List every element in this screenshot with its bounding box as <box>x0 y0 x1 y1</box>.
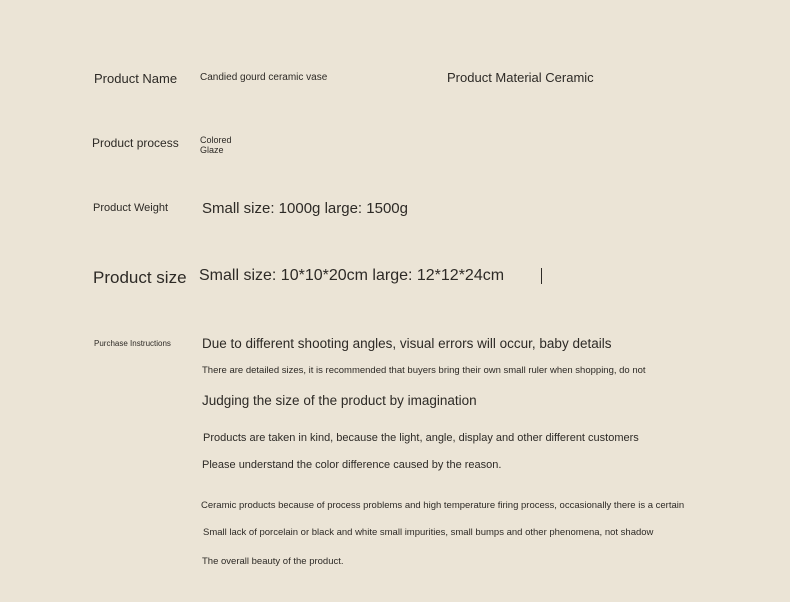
purchase-line-8: The overall beauty of the product. <box>202 556 344 567</box>
purchase-line-1: Due to different shooting angles, visual errors will occur, baby details <box>202 336 612 351</box>
product-size-label: Product size <box>93 268 187 287</box>
product-weight-value: Small size: 1000g large: 1500g <box>202 200 408 217</box>
product-name-value: Candied gourd ceramic vase <box>200 72 328 83</box>
product-process-label: Product process <box>92 136 179 150</box>
process-value-line-2: Glaze <box>200 145 224 155</box>
purchase-line-3: Judging the size of the product by imagination <box>202 393 477 408</box>
purchase-line-7: Small lack of porcelain or black and white small impurities, small bumps and other phenomena, not shadow <box>203 527 654 538</box>
product-size-value: Small size: 10*10*20cm large: 12*12*24cm <box>199 267 505 284</box>
purchase-line-2: There are detailed sizes, it is recommended that buyers bring their own small ruler when shopping, do not <box>202 365 646 376</box>
product-weight-label: Product Weight <box>93 202 169 214</box>
product-material-text: Product Material Ceramic <box>447 70 594 85</box>
product-process-value <box>200 135 232 155</box>
purchase-instructions-label: Purchase Instructions <box>94 339 171 348</box>
product-name-label: Product Name <box>94 71 178 86</box>
process-value-line-1: Colored <box>200 135 232 145</box>
purchase-line-4: Products are taken in kind, because the light, angle, display and other different customers <box>203 432 639 444</box>
purchase-line-6: Ceramic products because of process problems and high temperature firing process, occasionally there is a certain <box>201 500 685 511</box>
purchase-line-5: Please understand the color difference caused by the reason. <box>202 459 502 471</box>
text-cursor <box>541 268 542 284</box>
